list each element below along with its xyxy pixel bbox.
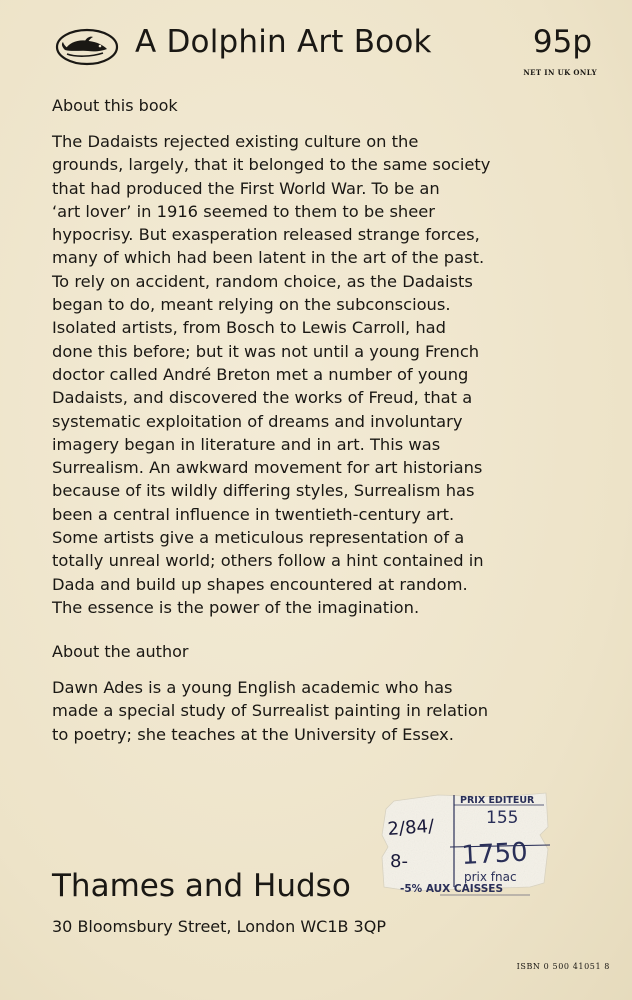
- sticker-code-1: 2/84/: [386, 815, 435, 840]
- about-author-text: [52, 676, 592, 746]
- sticker-header: PRIX EDITEUR: [460, 795, 535, 806]
- sticker-code-2: 8-: [390, 851, 408, 872]
- about-book-text: [52, 130, 592, 619]
- about-book-line: that had produced the First World War. To be an: [52, 178, 440, 198]
- about-book-line: Dada and build up shapes encountered at random.: [52, 574, 468, 594]
- about-author-line: made a special study of Surrealist painting in relation: [52, 701, 489, 721]
- about-book-line: totally unreal world; others follow a hint contained in: [52, 551, 484, 571]
- about-book-line: To rely on accident, random choice, as the Dadaists: [52, 271, 473, 291]
- about-book-line: because of its wildly differing styles, Surrealism has: [52, 481, 475, 501]
- about-book-line: systematic exploitation of dreams and involuntary: [52, 411, 463, 431]
- cover-header: [52, 24, 597, 84]
- about-book-line: imagery began in literature and in art. This was: [52, 434, 441, 454]
- sticker-value-1: 155: [486, 808, 519, 828]
- isbn: ISBN 0 500 41051 8: [516, 962, 610, 971]
- about-book-line: hypocrisy. But exasperation released strange forces,: [52, 225, 480, 245]
- sticker-value-2: 1750: [460, 837, 529, 871]
- about-book-line: done this before; but it was not until a young French: [52, 341, 480, 361]
- about-book-line: Dadaists, and discovered the works of Freud, that a: [52, 388, 473, 408]
- about-book-line: The Dadaists rejected existing culture on the: [52, 132, 419, 151]
- about-book-line: Isolated artists, from Bosch to Lewis Carroll, had: [52, 318, 446, 338]
- about-book-line: been a central influence in twentieth-century art.: [52, 504, 455, 524]
- series-title: A Dolphin Art Book: [135, 24, 432, 60]
- about-book-line: ‘art lover’ in 1916 seemed to them to be sheer: [52, 201, 435, 221]
- about-author-line: Dawn Ades is a young English academic who has: [52, 678, 453, 697]
- about-author-heading: About the author: [52, 642, 189, 661]
- sticker-shop: prix fnac: [464, 870, 517, 884]
- publisher-address: 30 Bloomsbury Street, London WC1B 3QP: [52, 917, 386, 936]
- about-author-line: to poetry; she teaches at the University of Essex.: [52, 724, 454, 744]
- publisher-name: Thames and Hudso: [52, 868, 351, 904]
- about-book-line: many of which had been latent in the art of the past.: [52, 248, 485, 268]
- about-book-line: doctor called André Breton met a number of young: [52, 364, 469, 384]
- about-book-heading: About this book: [52, 96, 178, 115]
- about-book-line: Surrealism. An awkward movement for art historians: [52, 458, 483, 478]
- price-sticker: [380, 787, 550, 902]
- dolphin-logo-icon: [55, 28, 119, 66]
- about-book-line: Some artists give a meticulous representation of a: [52, 528, 465, 548]
- about-book-line: began to do, meant relying on the subconscious.: [52, 295, 451, 315]
- about-book-line: The essence is the power of the imagination.: [52, 597, 420, 617]
- about-book-line: grounds, largely, that it belonged to the same society: [52, 155, 491, 175]
- price-note: NET IN UK ONLY: [523, 68, 597, 77]
- sticker-discount: -5% AUX CAISSES: [400, 883, 504, 895]
- price: 95p: [532, 24, 592, 60]
